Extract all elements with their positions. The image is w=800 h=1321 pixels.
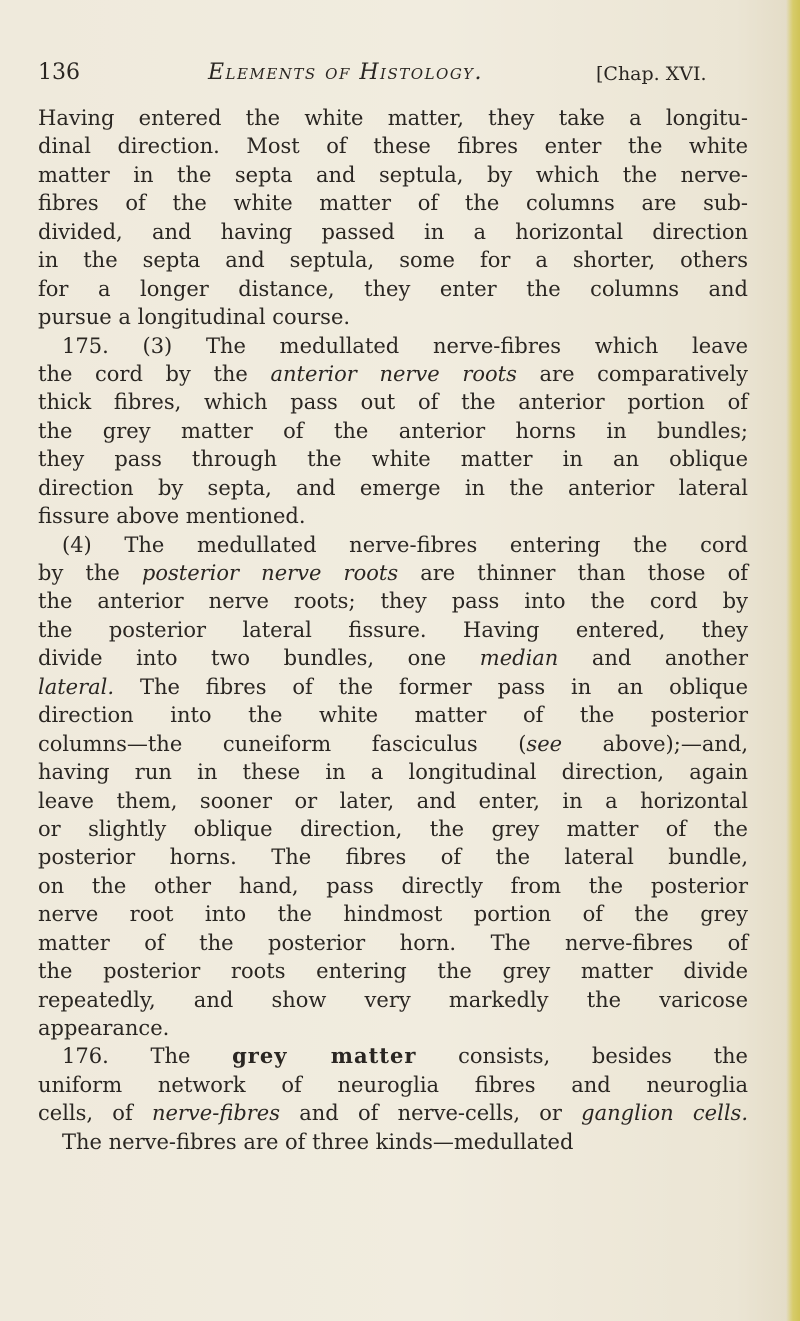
text-run: the cord by the: [38, 361, 271, 386]
text-run: The nerve-fibres are of three kinds—medullated: [62, 1129, 574, 1154]
text-run: fibres of the white matter of the columns are sub-: [38, 191, 748, 216]
italic-term: posterior nerve roots: [141, 561, 399, 585]
text-run: leave them, sooner or later, and enter, in a horizontal: [38, 788, 748, 813]
text-run: on the other hand, pass directly from the posterior: [38, 873, 748, 898]
italic-term: see: [526, 731, 563, 756]
text-run: direction into the white matter of the posterior: [38, 703, 748, 728]
text-run: The fibres of the former pass in an oblique: [114, 674, 748, 699]
text-line: [38, 1042, 748, 1070]
text-run: or slightly oblique direction, the grey matter of the: [38, 816, 748, 841]
text-run: the anterior nerve roots; they pass into the cord by: [38, 589, 748, 614]
text-run: are comparatively: [516, 361, 748, 386]
text-line: [38, 218, 748, 246]
text-line: [38, 644, 748, 672]
text-run: direction by septa, and emerge in the anterior lateral: [38, 475, 748, 500]
text-run: for a longer distance, they enter the columns and: [38, 276, 748, 301]
body-text: [38, 104, 748, 1156]
text-run: having run in these in a longitudinal direction, again: [38, 760, 748, 785]
page-number: 136: [38, 60, 80, 85]
text-line: [38, 673, 748, 701]
text-line: [38, 730, 748, 758]
text-line: [38, 616, 748, 644]
text-line: [38, 132, 748, 160]
text-line: [38, 360, 748, 388]
text-run: the grey matter of the anterior horns in bundles;: [38, 418, 748, 443]
text-line: [38, 189, 748, 217]
italic-term: median: [479, 646, 559, 671]
text-line: [38, 587, 748, 615]
text-run: pursue a longitudinal course.: [38, 305, 351, 330]
text-run: thick fibres, which pass out of the anterior portion of: [38, 390, 748, 415]
text-run: consists, besides the: [416, 1044, 748, 1069]
italic-term: lateral.: [38, 674, 115, 699]
italic-term: ganglion cells.: [581, 1101, 748, 1126]
running-head: [38, 60, 758, 100]
text-run: fissure above mentioned.: [38, 504, 306, 529]
book-title: Elements of Histology.: [208, 60, 483, 85]
bold-term: grey matter: [232, 1043, 417, 1069]
text-line: [38, 104, 748, 132]
text-run: Having entered the white matter, they take a longitu-: [38, 106, 748, 130]
text-run: are thinner than those of: [398, 561, 748, 585]
text-run: 176. The: [62, 1044, 233, 1069]
text-line: [38, 787, 748, 815]
text-line: [38, 758, 748, 786]
text-run: above);—and,: [562, 731, 748, 756]
text-line: [38, 701, 748, 729]
text-run: uniform network of neuroglia fibres and neuroglia: [38, 1072, 748, 1097]
text-run: cells, of: [38, 1101, 152, 1126]
text-line: [38, 332, 748, 360]
text-run: the posterior lateral fissure. Having entered, they: [38, 617, 748, 642]
text-line: [38, 445, 748, 473]
text-line: [38, 559, 748, 587]
text-run: nerve root into the hindmost portion of the grey: [38, 902, 748, 927]
text-run: appearance.: [38, 1016, 170, 1040]
text-run: the posterior roots entering the grey matter divide: [38, 959, 748, 984]
text-run: matter in the septa and septula, by which the nerve-: [38, 162, 748, 187]
text-line: [38, 474, 748, 502]
text-line: [38, 1071, 748, 1099]
page-edge: [786, 0, 800, 1321]
text-line: [38, 1099, 748, 1127]
italic-term: nerve-fibres: [151, 1101, 281, 1126]
text-line: [38, 246, 748, 274]
text-line: [38, 957, 748, 985]
text-run: (4) The medullated nerve-fibres entering the cord: [62, 532, 748, 557]
text-line: [38, 388, 748, 416]
text-run: divided, and having passed in a horizontal direction: [38, 219, 748, 244]
text-run: and another: [558, 646, 748, 671]
chapter-label: [Chap. XVI.: [596, 63, 707, 85]
text-line: [38, 502, 748, 530]
text-line: [38, 900, 748, 928]
text-run: dinal direction. Most of these fibres enter the white: [38, 134, 748, 159]
text-line: [38, 815, 748, 843]
text-line: [38, 275, 748, 303]
italic-term: anterior nerve roots: [270, 361, 517, 386]
text-line: [38, 843, 748, 871]
text-line: [38, 161, 748, 189]
text-line: [38, 1014, 748, 1042]
text-run: matter of the posterior horn. The nerve-fibres of: [38, 930, 748, 955]
text-run: 175. (3) The medullated nerve-fibres which leave: [62, 333, 748, 358]
text-run: columns—the cuneiform fasciculus (: [38, 731, 527, 756]
text-run: repeatedly, and show very markedly the varicose: [38, 987, 748, 1012]
text-line: [38, 417, 748, 445]
text-line: [38, 531, 748, 559]
text-line: [38, 872, 748, 900]
text-line: [38, 986, 748, 1014]
text-run: in the septa and septula, some for a shorter, others: [38, 248, 748, 273]
text-run: and of nerve-cells, or: [280, 1101, 582, 1126]
text-run: posterior horns. The fibres of the lateral bundle,: [38, 845, 748, 870]
text-line: [38, 303, 748, 331]
text-run: they pass through the white matter in an oblique: [38, 447, 748, 472]
text-run: by the: [38, 561, 142, 585]
text-line: [38, 929, 748, 957]
text-line: [38, 1128, 748, 1156]
text-run: divide into two bundles, one: [38, 646, 480, 671]
